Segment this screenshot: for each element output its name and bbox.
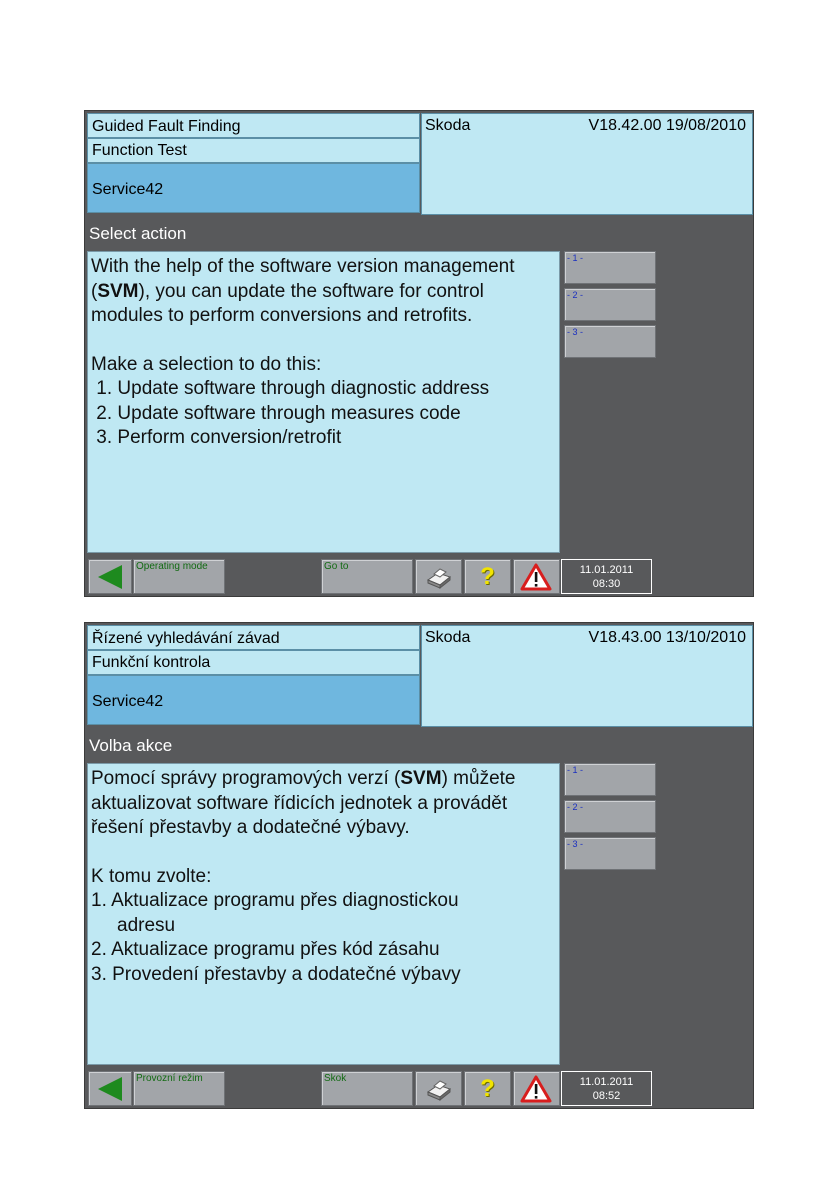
option-item-1: 1. Update software through diagnostic address xyxy=(91,378,490,399)
printer-icon xyxy=(416,560,461,593)
operating-mode-button[interactable]: Operating mode xyxy=(133,559,225,594)
print-button[interactable] xyxy=(415,559,462,594)
instruction-text-panel xyxy=(87,763,560,1065)
instruction-text-panel xyxy=(87,251,560,553)
select-option-2-button[interactable]: - 2 - xyxy=(564,288,656,321)
option-item-3: 3. Perform conversion/retrofit xyxy=(91,427,342,448)
bottom-toolbar xyxy=(85,557,753,595)
back-button[interactable] xyxy=(88,1071,132,1106)
back-arrow-icon xyxy=(98,565,122,589)
help-button[interactable] xyxy=(464,559,511,594)
option-item-2: 2. Aktualizace programu přes kód zásahu xyxy=(91,939,440,960)
diagnostic-screen-english xyxy=(84,110,754,597)
version-label: V18.43.00 13/10/2010 xyxy=(588,629,746,646)
selection-prompt: Make a selection to do this: xyxy=(91,353,322,375)
section-title: Volba akce xyxy=(89,736,173,755)
brand-version-panel xyxy=(421,113,753,215)
option-item-2: 2. Update software through measures code xyxy=(91,402,461,424)
warning-button[interactable] xyxy=(513,1071,560,1106)
breadcrumb-level-3-selected[interactable]: Service42 xyxy=(87,675,420,725)
back-button[interactable] xyxy=(88,559,132,594)
printer-icon xyxy=(416,1072,461,1105)
version-label: V18.42.00 19/08/2010 xyxy=(588,117,746,134)
date-label: 11.01.2011 xyxy=(579,1076,634,1088)
svm-bold: SVM xyxy=(97,280,139,302)
select-option-1-button[interactable]: - 1 - xyxy=(564,763,656,796)
section-title: Select action xyxy=(89,224,187,243)
help-icon: ? xyxy=(480,1075,495,1102)
goto-button[interactable]: Skok xyxy=(321,1071,413,1106)
breadcrumb-level-2[interactable]: Function Test xyxy=(87,138,420,163)
brand-version-panel xyxy=(421,625,753,727)
bottom-toolbar xyxy=(85,1069,753,1107)
help-button[interactable] xyxy=(464,1071,511,1106)
warning-button[interactable] xyxy=(513,559,560,594)
option-item-1-continued: adresu xyxy=(117,914,176,936)
breadcrumb-level-2[interactable]: Funkční kontrola xyxy=(87,650,420,675)
time-label: 08:52 xyxy=(592,1090,621,1102)
select-option-3-button[interactable]: - 3 - xyxy=(564,837,656,870)
option-item-3: 3. Provedení přestavby a dodatečné výbavy xyxy=(91,963,461,985)
select-option-1-button[interactable]: - 1 - xyxy=(564,251,656,284)
intro-paragraph: With the help of the software version management (SVM), you can update the software for control modules to perform conversions and retrofits. xyxy=(91,256,515,326)
breadcrumb-level-1[interactable]: Guided Fault Finding xyxy=(87,113,420,138)
datetime-display xyxy=(561,559,652,594)
option-item-1: 1. Aktualizace programu přes diagnostickou xyxy=(91,890,459,911)
intro-paragraph: Pomocí správy programových verzí (SVM) můžete aktualizovat software řídicích jednotek a provádět řešení přestavby a dodatečné výbavy. xyxy=(91,768,516,838)
warning-icon xyxy=(514,1072,559,1105)
datetime-display xyxy=(561,1071,652,1106)
selection-prompt: K tomu zvolte: xyxy=(91,865,212,887)
breadcrumb-level-3-selected[interactable]: Service42 xyxy=(87,163,420,213)
select-option-2-button[interactable]: - 2 - xyxy=(564,800,656,833)
breadcrumb xyxy=(87,625,420,727)
operating-mode-button[interactable]: Provozní režim xyxy=(133,1071,225,1106)
time-label: 08:30 xyxy=(592,578,621,590)
date-label: 11.01.2011 xyxy=(579,564,634,576)
breadcrumb xyxy=(87,113,420,215)
breadcrumb-level-1[interactable]: Řízené vyhledávání závad xyxy=(87,625,420,650)
svm-bold: SVM xyxy=(400,768,442,789)
diagnostic-screen-czech xyxy=(84,622,754,1109)
brand-label: Skoda xyxy=(425,629,471,646)
select-option-3-button[interactable]: - 3 - xyxy=(564,325,656,358)
brand-label: Skoda xyxy=(425,117,471,134)
print-button[interactable] xyxy=(415,1071,462,1106)
help-icon: ? xyxy=(480,563,495,590)
back-arrow-icon xyxy=(98,1077,122,1101)
warning-icon xyxy=(514,560,559,593)
goto-button[interactable]: Go to xyxy=(321,559,413,594)
